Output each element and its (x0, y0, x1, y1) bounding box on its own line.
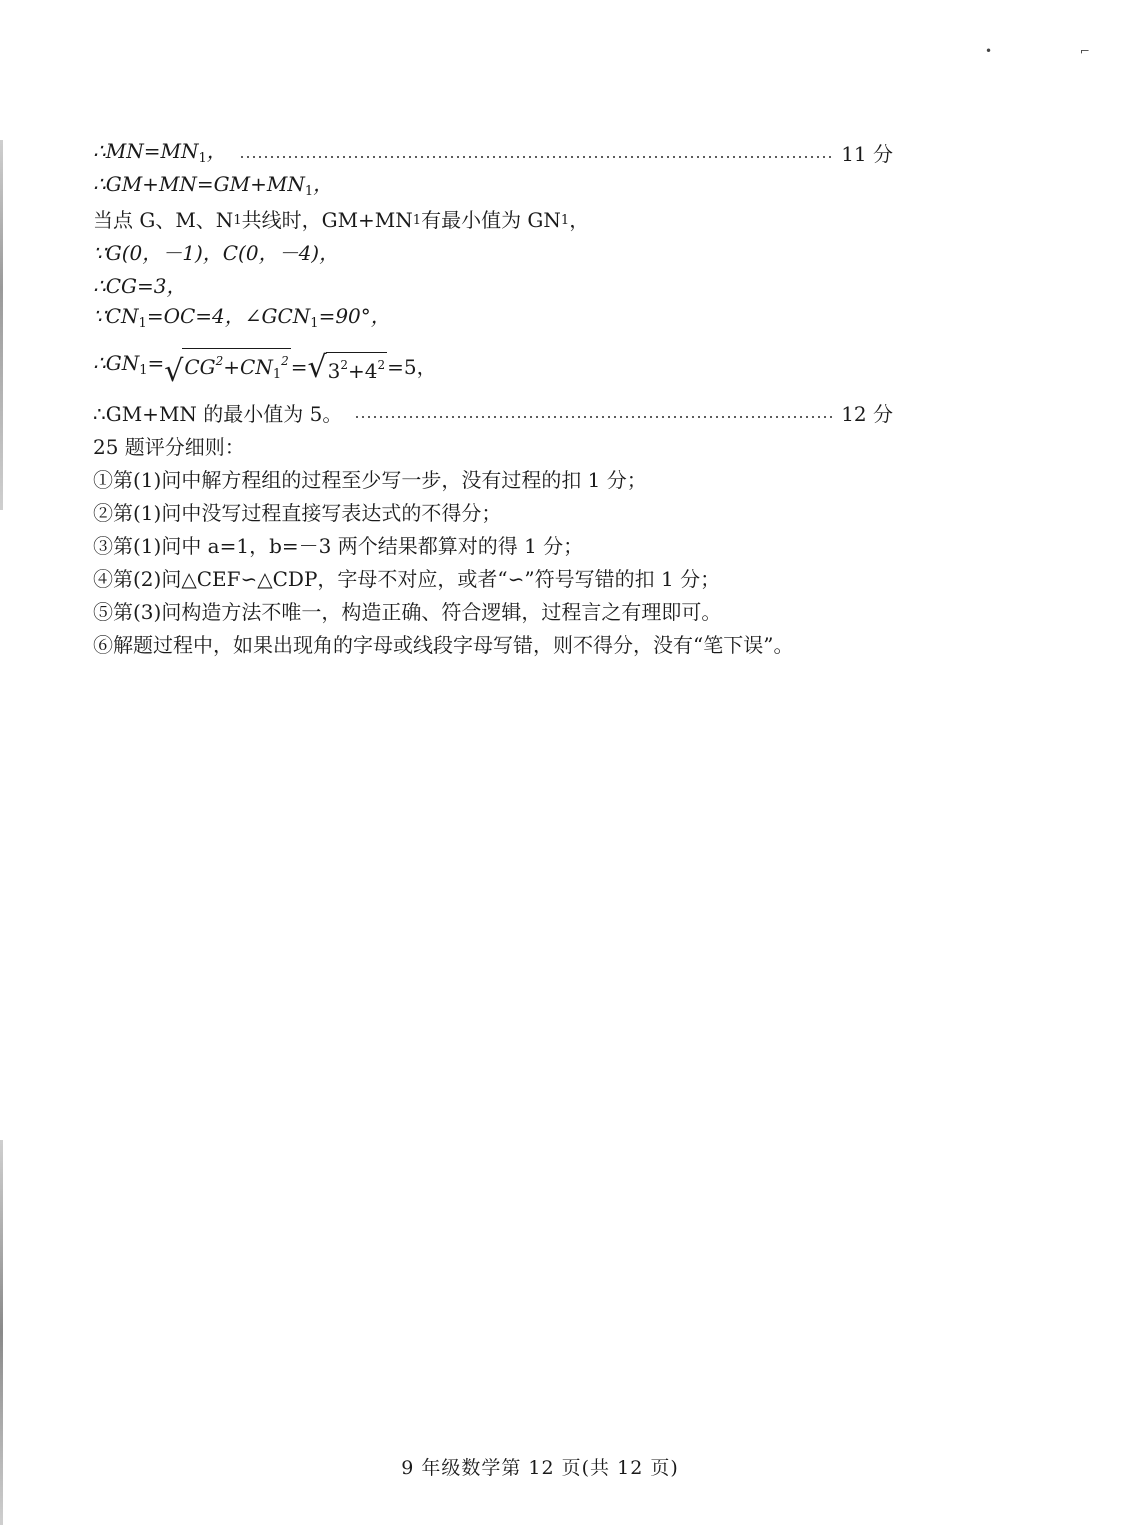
line-1 (93, 138, 893, 171)
line-8 (93, 398, 893, 431)
line-8-text: ∴GM+MN 的最小值为 5。 (93, 402, 343, 426)
sqrt-2: √ $3^2+4^2$ (307, 349, 386, 385)
rubric-item-2: ②第(1)问中没写过程直接写表达式的不得分； (93, 501, 502, 525)
dot-leader (354, 416, 835, 418)
rubric-item-6: ⑥解题过程中，如果出现角的字母或线段字母写错，则不得分，没有“笔下误”。 (93, 633, 794, 657)
line-6: $\because CN_1=OC=4$，$\angle GCN_1=90^\circ$， (93, 303, 391, 331)
score-11: 11 分 (841, 142, 893, 166)
dot-leader (239, 156, 835, 158)
rubric-item-1: ①第(1)问中解方程组的过程至少写一步，没有过程的扣 1 分； (93, 468, 647, 492)
rubric-heading: 25 题评分细则： (93, 435, 245, 459)
rubric-item-4: ④第(2)问△CEF∽△CDP，字母不对应，或者“∽”符号写错的扣 1 分； (93, 567, 721, 591)
answer-content (93, 138, 893, 662)
sqrt-1: √ $CG^2+CN_1^2$ (164, 348, 291, 387)
line-4: ∵G(0，－1)，C(0，－4)， (93, 241, 340, 265)
rubric-item-5: ⑤第(3)问构造方法不唯一，构造正确、符合逻辑，过程言之有理即可。 (93, 600, 722, 624)
score-12: 12 分 (841, 402, 893, 426)
page-footer: 9 年级数学第 12 页(共 12 页) (401, 1457, 679, 1479)
corner-marks: • ⌐ (985, 44, 1132, 58)
line-1-text: $\therefore MN=MN_1$， (93, 138, 227, 166)
line-2: $\therefore GM+MN=GM+MN_1$， (93, 171, 334, 199)
line-3: 当点 G、M、N 1 共线时，GM+MN 1 有最小值为 GN 1 ， (93, 208, 590, 232)
line-7-sqrt-formula: $\therefore GN_1=$ √ $CG^2+CN_1^2$ = √ $3^2+4^2$ =5， (93, 349, 437, 389)
scan-edge-top (0, 140, 3, 510)
rubric-item-3: ③第(1)问中 a=1，b=－3 两个结果都算对的得 1 分； (93, 534, 584, 558)
line-5: ∴CG=3， (93, 274, 187, 298)
